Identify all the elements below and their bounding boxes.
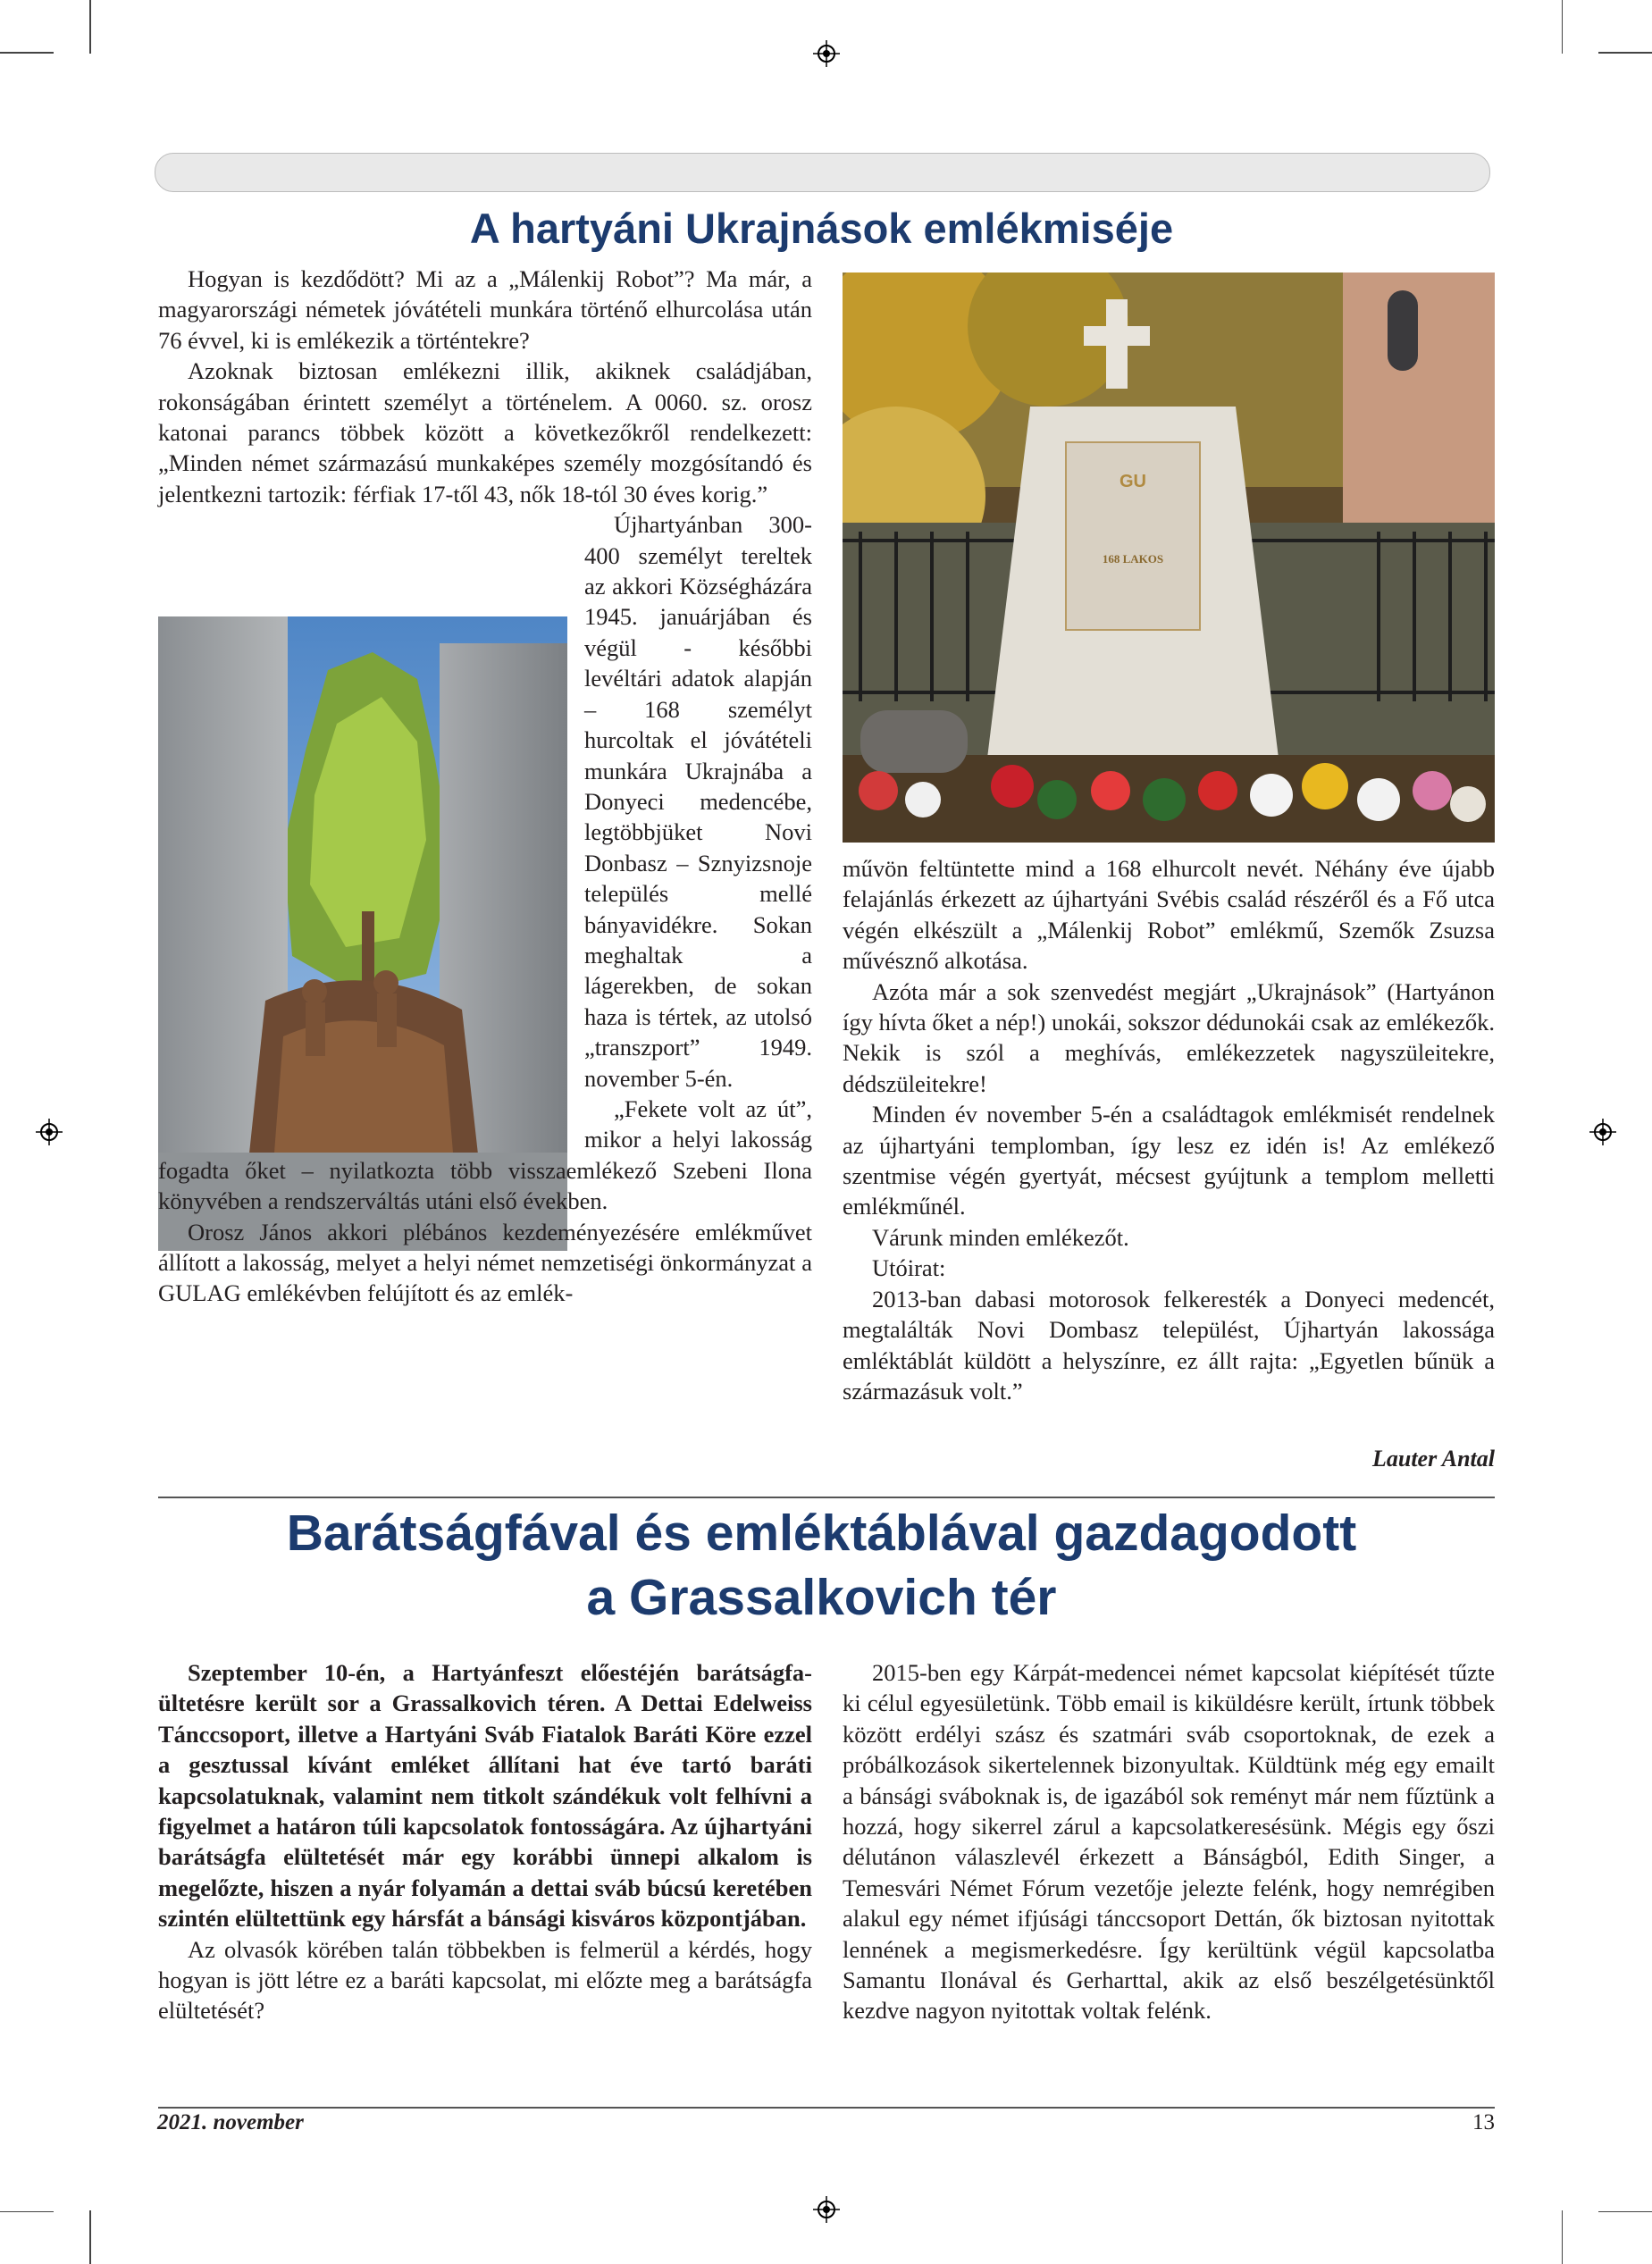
footer-divider xyxy=(158,2107,1495,2109)
page-number: 13 xyxy=(1472,2110,1495,2134)
paragraph: Utóirat: xyxy=(872,1254,946,1282)
article1-left-column xyxy=(158,264,812,1309)
article2-right-column xyxy=(843,1657,1495,2026)
paragraph: 2015-ben egy Kárpát-medencei német kapcsolat kiépítését tűzte ki célul egyesületünk. Több email is kiküldésre került, írtunk többek között erdélyi szász és szatmári sváb csoportoknak, de ezek a próbálkozások sikertelennek bizonyultak. Küldtünk még egy emailt a bánsági sváboknak is, de igazából sok reményt már nem fűztünk a hozzá, hogy sikerrel zárul a kapcsolatkeresésünk. Mégis egy őszi délutánon válaszlevél érkezett a Bánságból, Edith Singer, a Temesvári Német Fórum vezetője jelezte felénk, hogy nemrégiben alakul egy német ifjúsági tánccsoport Dettán, ők biztosan nyitottak lennének a megismerkedésre. Így kerültünk végül kapcsolatba Samantu Ilonával és Gerharttal, akik az első beszélgetésünktől kezdve nagyon nyitottak voltak felénk. xyxy=(843,1659,1495,2025)
paragraph: 2013-ban dabasi motorosok felkeresték a Donyeci medencét, megtalálták Novi Dombasz települést, Újhartyán lakossága emléktáblát küldött a helyszínre, ez állt rajta: „Egyetlen bűnük a származásuk volt.” xyxy=(843,1285,1495,1405)
paragraph: „Fekete volt az út”, mikor a helyi lakosság fogadta őket – nyilatkozta több visszaemlékező Szebeni Ilona könyvében a rendszerváltás utáni első években. xyxy=(158,1094,812,1215)
paragraph: Minden év november 5-én a családtagok emlékmisét rendelnek az újhartyáni templomban, így lesz ez idén is! Az emlékező szentmise végén gyertyát, mécsest gyújtunk a templom melletti emlékműnél. xyxy=(843,1101,1495,1220)
paragraph: Várunk minden emlékezőt. xyxy=(872,1223,1129,1251)
plaque-text: 168 LAKOS xyxy=(1102,552,1164,566)
crop-mark xyxy=(0,52,54,54)
paragraph: Orosz János akkori plébános kezdeményezésére emlékművet állított a lakosság, melyet a helyi német nemzetiségi önkormányzat a GULAG emlékévben felújított és az emlék- xyxy=(158,1218,812,1307)
lead-paragraph: Szeptember 10-én, a Hartyánfeszt előestéjén barátságfa-ültetésre került sor a Grassalkovich téren. A Dettai Edelweiss Tánccsoport, illetve a Hartyáni Sváb Fiatalok Baráti Köre ezzel a gesztussal kívánt emléket állítani hat éve tartó baráti kapcsolatuknak, valamint nem titkolt szándékuk volt felhívni a figyelmet a határon túli kapcsolatok fontosságára. Az újhartyáni barátságfa elültetését már egy korábbi ünnepi alkalom is megelőzte, hiszen a nyár folyamán a dettai sváb búcsú keretében szintén elültettünk egy hársfát a bánsági kisváros központjában. xyxy=(158,1659,812,1933)
registration-mark-icon xyxy=(813,40,840,67)
paragraph: művön feltüntette mind a 168 elhurcolt nevét. Néhány éve újabb felajánlás érkezett az újhartyáni Svébis család részéről és a Fő utca végén elkészült a „Málenkij Robot” emlékmű, Szemők Zsuzsa művésznő alkotása. xyxy=(843,855,1495,975)
article2-left-column xyxy=(158,1657,812,2026)
title-line: a Grassalkovich tér xyxy=(586,1569,1057,1626)
paragraph: Azoknak biztosan emlékezni illik, akiknek családjában, rokonságában érintett személyt a történelem. A 0060. sz. orosz katonai parancs többek között a következőkről rendelkezett: „Minden német származású munkaképes személy mozgósítandó és jelentkezni tartozik: férfiak 17-től 43, nők 18-tól 30 éves korig.” xyxy=(158,357,812,507)
crop-mark xyxy=(1598,2211,1652,2213)
author-byline: Lauter Antal xyxy=(1371,1446,1495,1472)
paragraph: Az olvasók körében talán többekben is felmerül a kérdés, hogy hogyan is jött létre ez a baráti kapcsolat, mi előzte meg a barátságfa elültetését? xyxy=(158,1935,812,2025)
title-line: Barátságfával és emléktáblával gazdagodott xyxy=(286,1505,1357,1562)
crop-mark xyxy=(89,0,91,54)
paragraph: Hogyan is kezdődött? Mi az a „Málenkij Robot”? Ma már, a magyarországi németek jóvátételi munkára történő elhurcolása után 76 évvel, ki is emlékezik a történtekre? xyxy=(158,265,812,354)
article-title xyxy=(155,1501,1488,1630)
article-title: A hartyáni Ukrajnások emlékmiséje xyxy=(469,205,1174,252)
registration-mark-icon xyxy=(813,2196,840,2223)
article1-right-column xyxy=(843,853,1495,1406)
image-wrap-space xyxy=(129,509,568,1145)
header-bar xyxy=(155,153,1490,192)
registration-mark-icon xyxy=(1589,1119,1616,1145)
plaque-logo: GU xyxy=(1120,472,1146,491)
paragraph: Újhartyánban 300-400 személyt tereltek az akkori Községházára 1945. januárjában és végül - későbbi levéltári adatok alapján – 168 személyt hurcoltak el jóvátételi munkára Ukrajnába a Donyeci medencébe, legtöbbjüket Novi Donbasz – Sznyizsnoje település mellé bányavidékre. Sokan meghaltak a lágerekben, de sokan haza is tértek, az utolsó „transzport” 1949. november 5-én. xyxy=(584,511,812,1092)
crop-mark xyxy=(89,2210,91,2264)
section-divider xyxy=(158,1497,1495,1498)
crop-mark xyxy=(1562,2210,1564,2264)
footer-date: 2021. november xyxy=(157,2110,304,2134)
crop-mark xyxy=(0,2211,54,2213)
paragraph: Azóta már a sok szenvedést megjárt „Ukrajnások” (Hartyánon így hívta őket a nép!) unokái, sokszor dédunokái csak az emlékezők. Nekik is szól a meghívás, emlékezzetek nagyszüleitekre, dédszüleitekre! xyxy=(843,977,1495,1097)
registration-mark-icon xyxy=(36,1119,63,1145)
crop-mark xyxy=(1598,52,1652,54)
crop-mark xyxy=(1562,0,1564,54)
memorial-cross-photo xyxy=(843,273,1495,843)
